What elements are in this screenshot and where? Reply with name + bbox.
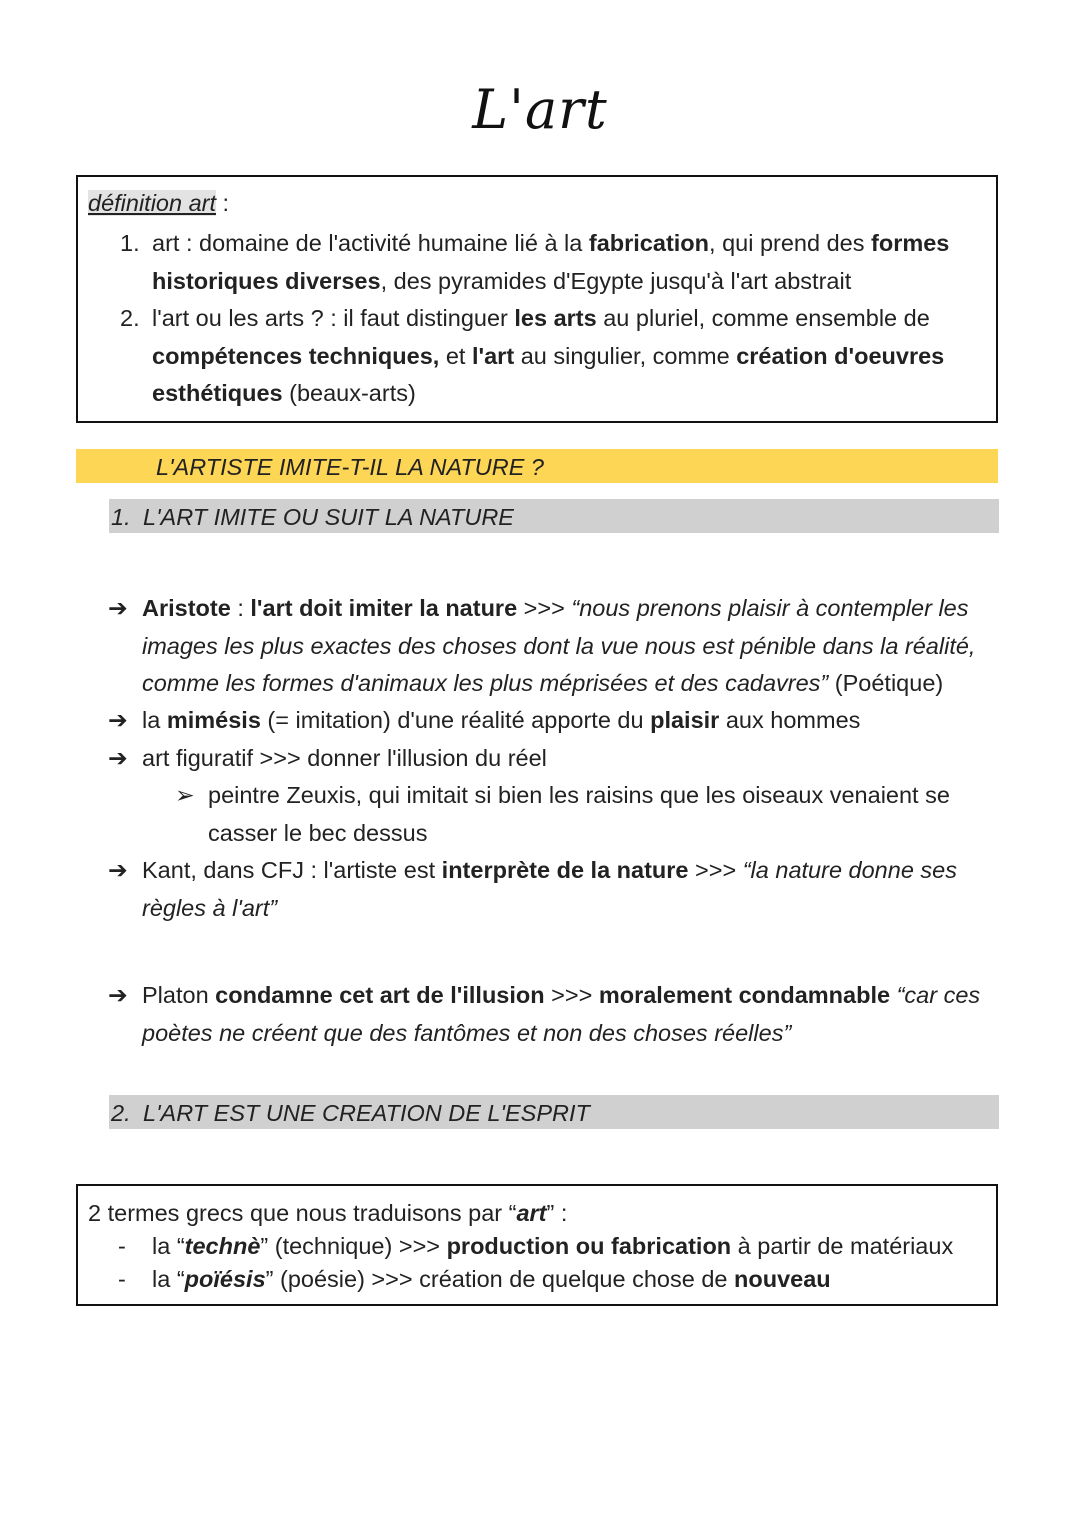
sub-bullet-zeuxis: ➢ peintre Zeuxis, qui imitait si bien les raisins que les oiseaux venaient se casser le bec dessus xyxy=(175,777,980,852)
question-heading: L'ARTISTE IMITE-T-IL LA NATURE ? xyxy=(76,449,998,483)
greek-term-techne: - la “technè” (technique) >>> production ou fabrication à partir de matériaux xyxy=(118,1233,954,1259)
bullet-aristote: ➔ Aristote : l'art doit imiter la nature >>> “nous prenons plaisir à contempler les images les plus exactes des choses dont la vue nous est pénible dans la réalité, comme les formes d'animaux les plus méprisées et des cadavres” (Poétique) xyxy=(108,590,988,703)
definition-item-2: 2. l'art ou les arts ? : il faut distinguer les arts au pluriel, comme ensemble de compétences techniques, et l'art au singulier, comme création d'oeuvres esthétiques (beaux-arts) xyxy=(120,305,945,406)
arrow-icon: ➔ xyxy=(108,982,128,1008)
bullet-art-figuratif: ➔ art figuratif >>> donner l'illusion du réel xyxy=(108,740,988,778)
arrow-icon: ➔ xyxy=(108,707,128,733)
arrow-icon: ➔ xyxy=(108,595,128,621)
section-2-heading: 2. L'ART EST UNE CREATION DE L'ESPRIT xyxy=(109,1095,999,1129)
definition-item-1: 1. art : domaine de l'activité humaine lié à la fabrication, qui prend des formes historiques diverses, des pyramides d'Egypte jusqu'à l'art abstrait xyxy=(120,230,950,294)
arrowhead-icon: ➢ xyxy=(175,782,195,808)
bullet-kant: ➔ Kant, dans CFJ : l'artiste est interprète de la nature >>> “la nature donne ses règles à l'art” xyxy=(108,852,988,927)
page-title: L'art xyxy=(472,78,608,141)
bullet-platon: ➔ Platon condamne cet art de l'illusion >>> moralement condamnable “car ces poètes ne créent que des fantômes et non des choses réelles” xyxy=(108,977,988,1052)
arrow-icon: ➔ xyxy=(108,745,128,771)
bullet-mimesis: ➔ la mimésis (= imitation) d'une réalité apporte du plaisir aux hommes xyxy=(108,702,988,740)
greek-terms-box xyxy=(76,1184,998,1306)
definition-label-text: définition art xyxy=(88,190,217,216)
definition-label: définition art : xyxy=(88,190,230,216)
greek-terms-intro: 2 termes grecs que nous traduisons par “art” : xyxy=(88,1200,568,1226)
greek-term-poiesis: - la “poïésis” (poésie) >>> création de quelque chose de nouveau xyxy=(118,1266,831,1292)
arrow-icon: ➔ xyxy=(108,857,128,883)
section-1-heading: 1. L'ART IMITE OU SUIT LA NATURE xyxy=(109,499,999,533)
definition-box xyxy=(76,175,998,423)
